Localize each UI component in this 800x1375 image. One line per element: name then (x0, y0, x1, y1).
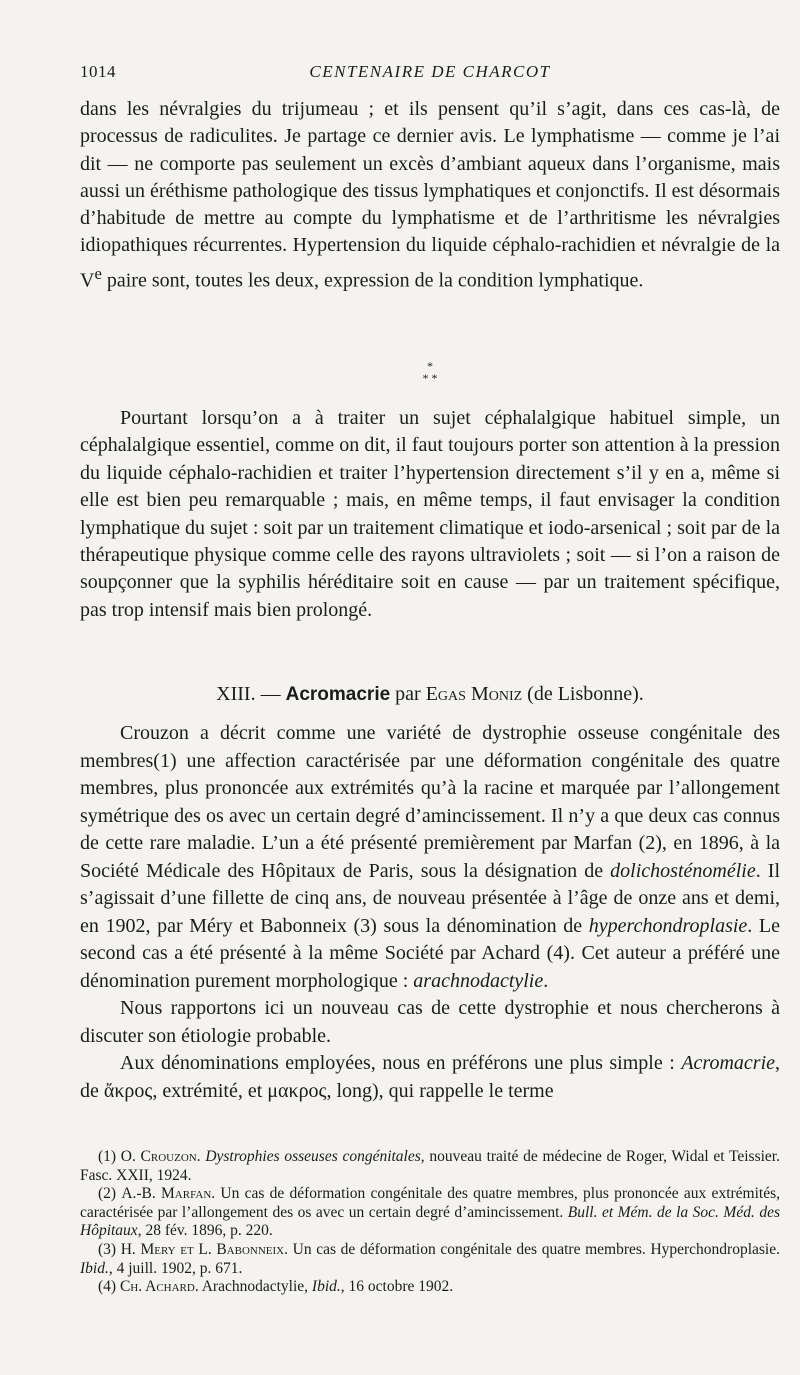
paragraph-5-a: Aux dénominations employées, nous en préférons une plus simple : (120, 1052, 682, 1074)
footnote-4-rest1: Arachnodactylie, (198, 1278, 312, 1296)
acromacrie-text (80, 720, 780, 1105)
asterism-divider (80, 360, 780, 390)
footnote-3-num: (3) (98, 1240, 117, 1258)
section-place: (de Lisbonne). (527, 683, 644, 705)
section-heading (80, 680, 780, 709)
running-title: CENTENAIRE DE CHARCOT (309, 62, 551, 81)
footnote-1-author: O. Crouzon. (120, 1148, 201, 1165)
term-dolichostenomelie: dolichosténomélie (610, 859, 756, 882)
footnote-1-rest: , nouveau traité de médecine de Roger, Widal et Teissier. Fasc. XXII, 1924. (80, 1148, 780, 1184)
paragraph-3-c: . Le second cas a été présenté à la même Société par Achard (4). Cet auteur a préféré une dénomination purement morphologique : (80, 914, 781, 992)
asterism-top: * (427, 359, 433, 373)
paragraph-crouzon (80, 720, 780, 995)
footnote-2-title: Bull. et Mém. de la Soc. Méd. des Hôpitaux (80, 1203, 780, 1240)
term-acromacrie: Acromacrie (681, 1052, 775, 1074)
footnote-3 (80, 1241, 780, 1278)
paragraph-3-b: . Il s’agissait d’une fillette de cinq ans, de nouveau présentée à l’âge de onze ans et demi, en 1902, par Méry et Babonneix (3) sous la dénomination de (80, 859, 781, 937)
paragraph-5-b: , de ἄκρος, extrémité, et μακρος, long), qui rappelle le terme (80, 1052, 780, 1102)
footnotes (80, 1148, 780, 1297)
term-arachnodactylie: arachnodactylie (413, 969, 544, 992)
section-author: Egas Moniz (425, 683, 523, 705)
footnote-4-title: Ibid. (311, 1278, 341, 1296)
section-by: par (395, 683, 421, 705)
term-hyperchondroplasie: hyperchondroplasie (588, 914, 748, 937)
paragraph-2-text: Pourtant lorsqu’on a à traiter un sujet céphalalgique habituel simple, un céphalalgique essentiel, comme on dit, il faut toujours porter son attention à la pression du liquide céphalo-rachidien et traiter l’hypertension directement s’il y en a, même si elle est bien peu remarquable ; mais, en même temps, il faut envisager la condition lymphatique du sujet : soit par un traitement climatique et iodo-arsenical ; soit par de la thérapeutique physique comme celle des rayons ultraviolets ; soit — si l’on a raison de soupçonner que la syphilis héréditaire soit en cause — par un traitement spécifique, pas trop intensif mais bien prolongé. (80, 407, 780, 621)
asterism-bottom: * * (422, 371, 438, 385)
footnote-2-rest2: , 28 fév. 1896, p. 220. (137, 1222, 273, 1240)
footnote-3-rest1: Un cas de déformation congénitale des quatre membres. Hyperchondroplasie. (288, 1240, 780, 1258)
paragraph-3-d: . (543, 969, 549, 992)
paragraph-cephalalgique (80, 405, 780, 624)
running-head (80, 62, 780, 86)
superscript-e: e (94, 263, 102, 283)
section-title: Acromacrie (285, 684, 391, 705)
footnote-3-rest2: , 4 juill. 1902, p. 671. (108, 1259, 243, 1277)
footnote-1-title: Dystrophies osseuses congénitales (205, 1148, 421, 1165)
paragraph-1-end: paire sont, toutes les deux, expression de la condition lymphatique. (101, 269, 644, 292)
paragraph-denominations (80, 1050, 780, 1105)
footnote-3-title: Ibid. (80, 1259, 109, 1277)
footnote-4 (80, 1278, 780, 1297)
footnote-3-author: H. Mery et L. Babonneix. (120, 1240, 288, 1258)
footnote-2-author: A.-B. Marfan. (121, 1185, 216, 1203)
paragraph-lymphatisme (80, 96, 780, 295)
footnote-1 (80, 1148, 780, 1185)
paragraph-1-text: dans les névralgies du trijumeau ; et ils pensent qu’il s’agit, dans ces cas-là, de processus de radiculites. Je partage ce dernier avis. Le lymphatisme — comme je l’ai dit — ne comporte pas seulement un excès d’ambiant aqueux dans l’organisme, mais aussi un éréthisme pathologique des tissus lymphatiques et conjonctifs. Il est désormais d’habitude de mettre au compte du lymphatisme et de l’arthritisme les névralgies idiopathiques récurrentes. Hypertension du liquide céphalo-rachidien et névralgie de la V (80, 98, 780, 292)
footnote-2 (80, 1185, 780, 1241)
footnote-4-rest2: , 16 octobre 1902. (340, 1278, 454, 1296)
paragraph-3-a: Crouzon a décrit comme une variété de dystrophie osseuse congénitale des membres(1) une affection caractérisée par une déformation congénitale des quatre membres, plus prononcée aux extrémités qu’à la racine et marquée par l’allongement symétrique des os avec un certain degré d’amincissement. Il n’y a que deux cas connus de cette rare maladie. L’un a été présenté premièrement par Marfan (2), en 1896, à la Société Médicale des Hôpitaux de Paris, sous la désignation de (80, 722, 780, 882)
footnote-4-author: Ch. Achard. (119, 1278, 199, 1296)
footnote-1-num: (1) (98, 1148, 117, 1165)
paragraph-nouveau-cas: Nous rapportons ici un nouveau cas de cette dystrophie et nous chercherons à discuter son étiologie probable. (80, 997, 780, 1047)
footnote-2-num: (2) (98, 1185, 117, 1203)
footnote-2-rest1: Un cas de déformation congénitale des quatre membres, plus prononcée aux extrémités, caractérisée par l’allongement des os avec un certain degré d’amincissement. (80, 1185, 780, 1221)
section-number: XIII. — (216, 683, 281, 705)
footnote-4-num: (4) (98, 1278, 117, 1296)
page-number: 1014 (80, 62, 116, 81)
